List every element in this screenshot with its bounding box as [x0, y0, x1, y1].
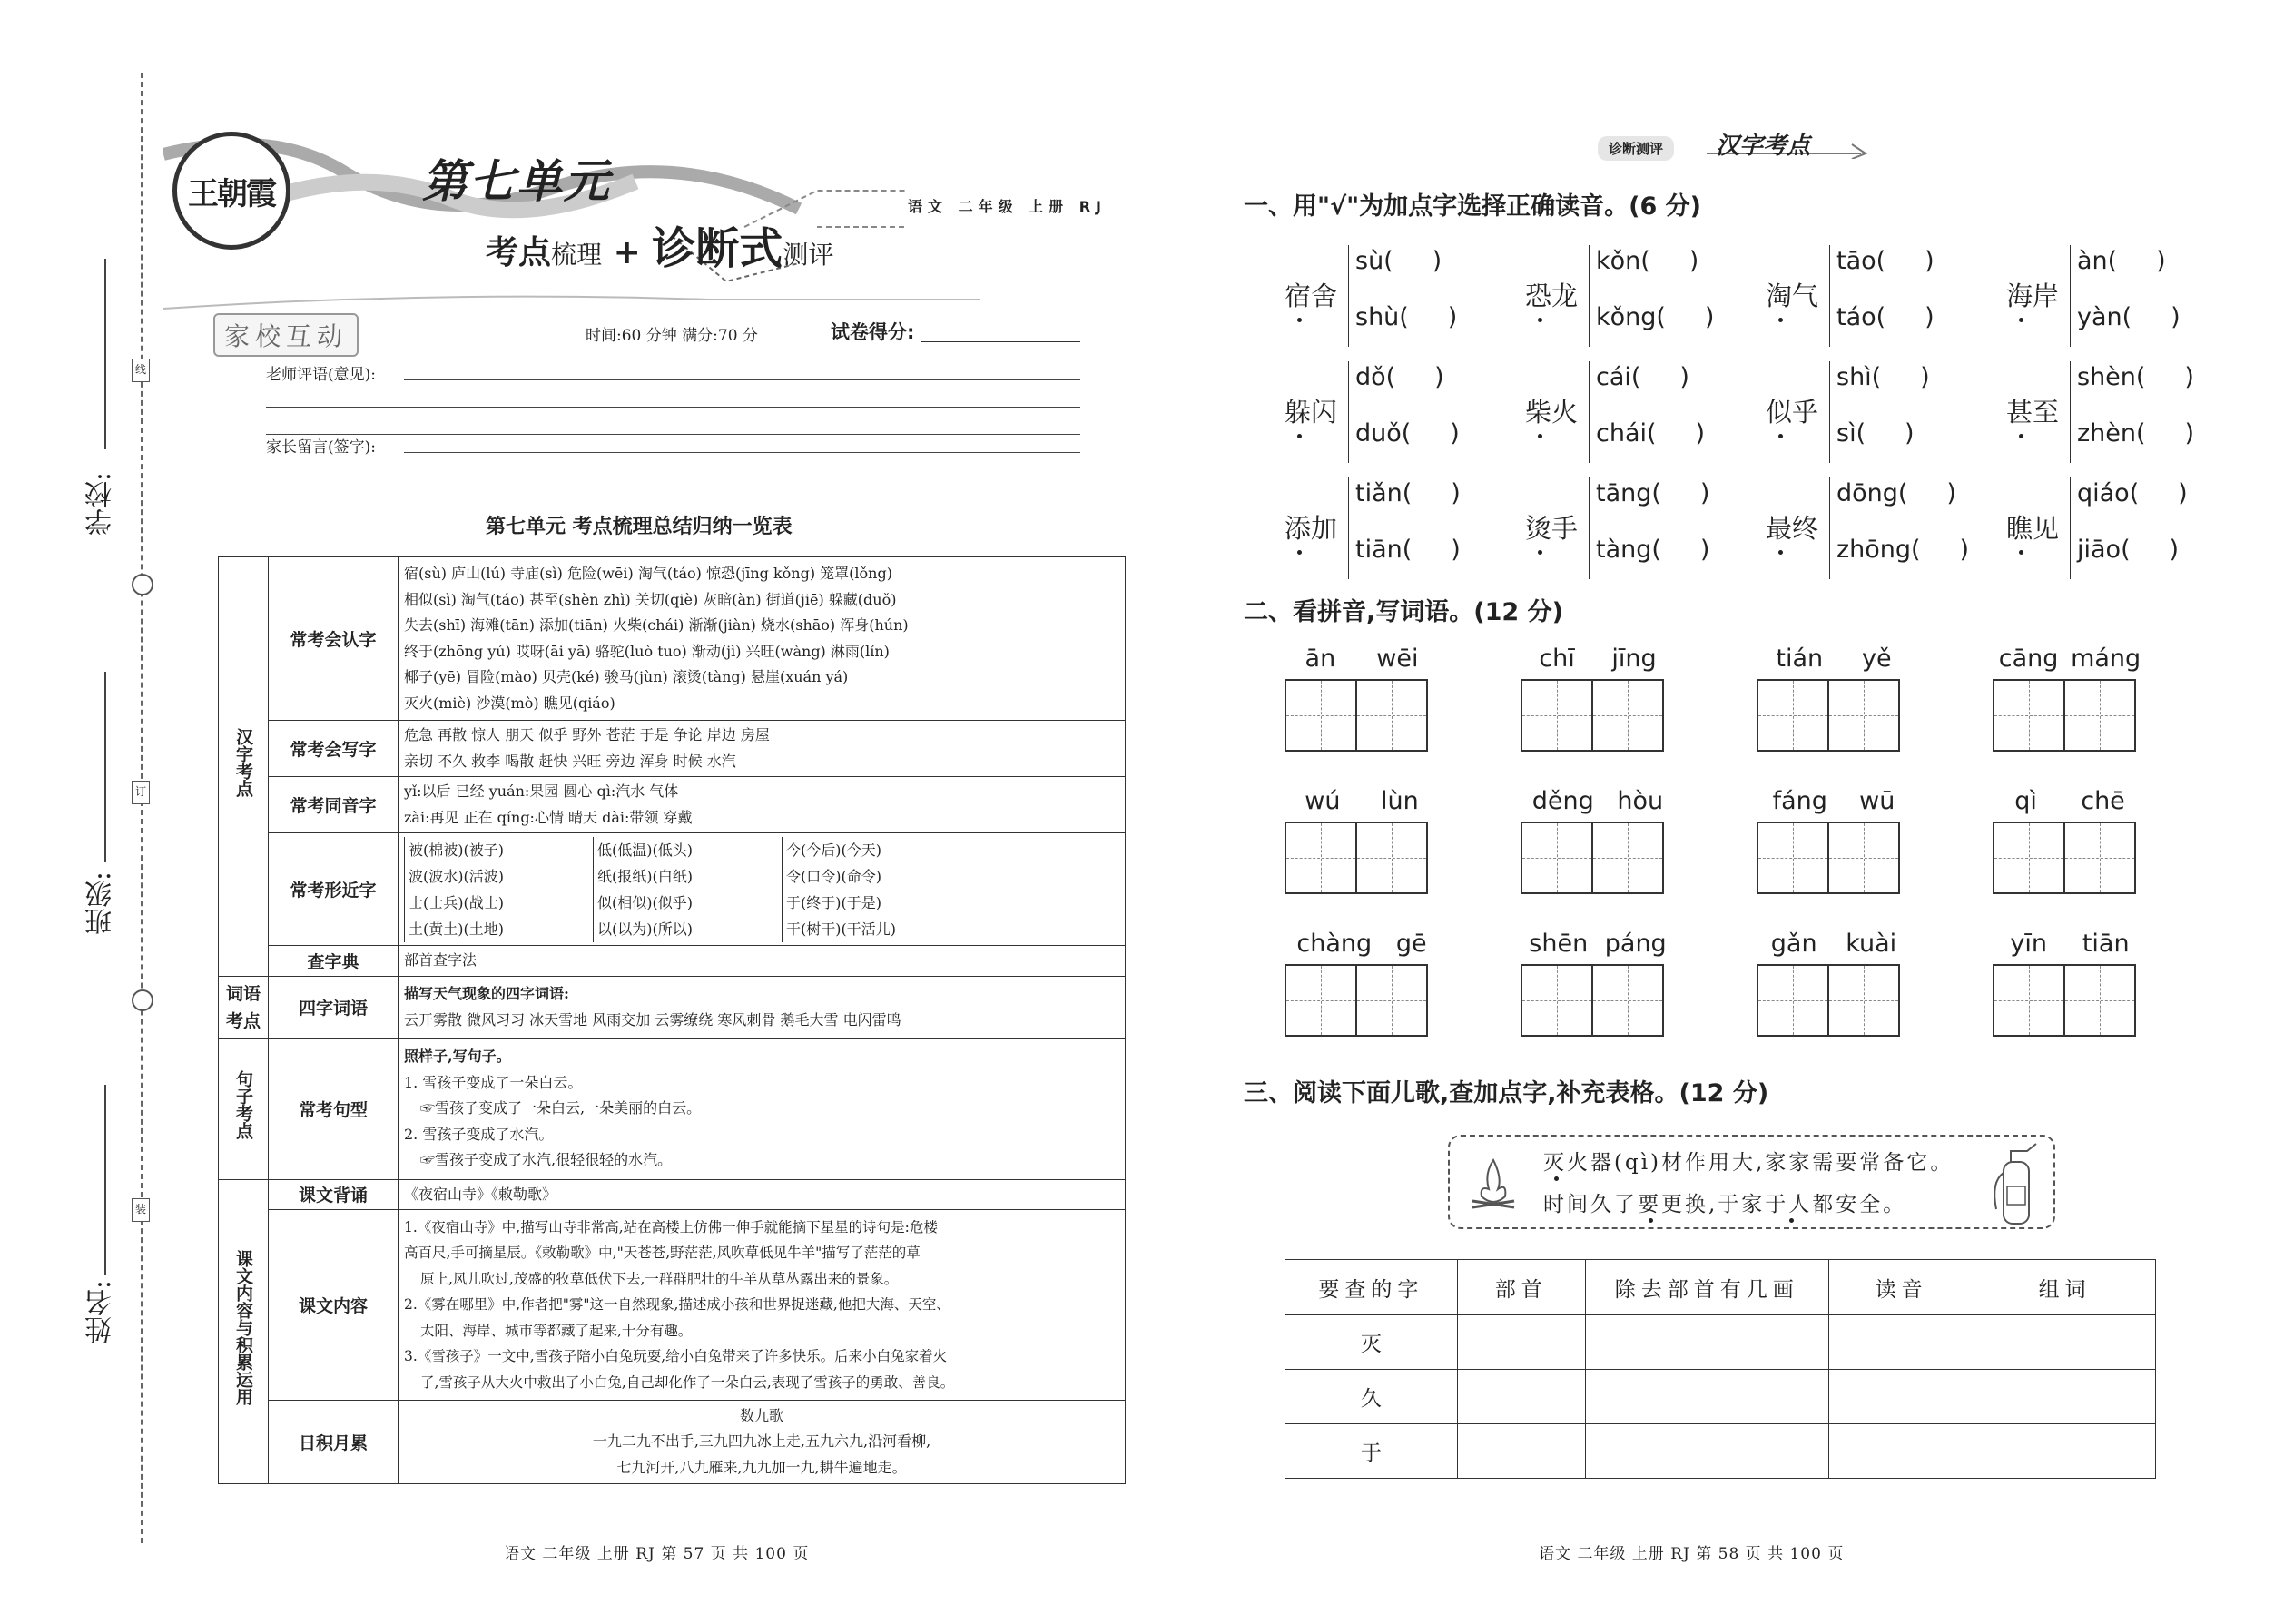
- tianzige-cell[interactable]: [1827, 822, 1900, 894]
- choice-word: 淘气: [1766, 281, 1819, 311]
- emphasis-dot: [1297, 318, 1302, 322]
- answer-cell[interactable]: [1585, 1370, 1828, 1424]
- recognize-content: 宿(sù) 庐山(lú) 寺庙(sì) 危险(wēi) 淘气(táo) 惊恐(jīng kǒng) 笼罩(lǒng) 相似(sì) 淘气(táo) 甚至(shèn zhì) 关切(qiè) 灰暗(àn) 街道(jiē) 躲藏(duǒ) 失去(shī) 海滩(tān) 添加(tiān) 火柴(chái) 渐渐(jiàn) 烧水(shāo) 浑身(hún) 终于(zhōng yú) 哎呀(āi yā) 骆驼(luò tuo) 渐动(jì) 兴旺(wàng) 淋雨(lín) 椰子(yē) 冒险(mào) 贝壳(ké) 骏马(jùn) 滚烫(tàng) 悬崖(xuán yá) 灭火(miè) 沙漠(mò) 瞧见(qiáo): [399, 557, 1126, 721]
- tianzige-cell[interactable]: [1591, 679, 1664, 752]
- tianzige-cell[interactable]: [2063, 964, 2136, 1037]
- binding-ring: [132, 574, 153, 595]
- pinyin-write-item: [1285, 930, 1439, 1037]
- question-1-heading: 一、用"√"为加点字选择正确读音。(6 分): [1244, 192, 1702, 221]
- four-character-content: 描写天气现象的四字词语: 云开雾散 微风习习 冰天雪地 风雨交加 云雾缭绕 寒风刺骨 鹅毛大雪 电闪雷鸣: [399, 976, 1126, 1038]
- lookup-table: [1285, 1259, 2156, 1479]
- choice-word: 烫手: [1525, 513, 1579, 544]
- pinyin-choice-item: [1285, 354, 1539, 467]
- school-field[interactable]: [104, 259, 106, 449]
- tianzige-cell[interactable]: [1285, 964, 1357, 1037]
- pinyin-option[interactable]: tāng( ): [1596, 479, 1710, 507]
- pinyin-option[interactable]: dōng( ): [1836, 479, 1956, 507]
- category-ciyu: 词语考点: [219, 976, 269, 1038]
- pinyin-write-item: [1757, 787, 1911, 894]
- table-row-char: 灭: [1285, 1315, 1458, 1370]
- category-kewen: 课文内容与积累运用: [219, 1179, 269, 1484]
- answer-cell[interactable]: [1457, 1424, 1585, 1479]
- pinyin-choice-item: [1766, 354, 2020, 467]
- pinyin-syllable: yīn: [2010, 930, 2047, 958]
- pinyin-option[interactable]: shì( ): [1836, 363, 1930, 391]
- binding-stamp: 订: [132, 781, 150, 804]
- pinyin-syllable: shēn: [1529, 930, 1589, 958]
- tianzige-cell[interactable]: [1993, 822, 2065, 894]
- answer-cell[interactable]: [1828, 1370, 1974, 1424]
- table-header: 要查的字: [1285, 1260, 1458, 1315]
- pinyin-option[interactable]: táo( ): [1836, 303, 1935, 331]
- table-header: 读音: [1828, 1260, 1974, 1315]
- pinyin-choice-item: [2006, 470, 2260, 583]
- score-label: 试卷得分:: [831, 321, 915, 343]
- tianzige-cell[interactable]: [1355, 964, 1428, 1037]
- section-title: 汉字考点: [1716, 133, 1811, 160]
- pinyin-syllable: wēi: [1376, 645, 1419, 673]
- parent-comment-field[interactable]: [404, 452, 1080, 453]
- pinyin-choice-item: [1525, 354, 1779, 467]
- tianzige-cell[interactable]: [1757, 679, 1829, 752]
- binding-stamp: 线: [132, 359, 150, 382]
- question-2-heading: 二、看拼音,写词语。(12 分): [1244, 598, 1563, 626]
- fire-extinguisher-icon: [1984, 1137, 2047, 1227]
- answer-cell[interactable]: [1585, 1424, 1828, 1479]
- choice-bracket: [2070, 477, 2071, 579]
- write-content: 危急 再散 惊人 朋天 似乎 野外 苍茫 于是 争论 岸边 房屋 亲切 不久 救李 喝散 赶快 兴旺 旁边 浑身 时候 水汽: [399, 721, 1126, 777]
- emphasis-dot: [2019, 434, 2023, 438]
- binding-stamp: 装: [132, 1198, 150, 1222]
- pinyin-syllable: tián: [1776, 645, 1824, 673]
- pinyin-write-item: [1521, 645, 1675, 752]
- pinyin-choice-item: [1766, 470, 2020, 583]
- poem-line: 灭火器(qì)材作用大,家家需要常备它。: [1543, 1151, 1954, 1175]
- school-label: 学校:: [85, 472, 117, 536]
- pinyin-option[interactable]: dǒ( ): [1355, 363, 1444, 391]
- table-row-char: 久: [1285, 1370, 1458, 1424]
- choice-word: 添加: [1285, 513, 1338, 544]
- choice-word: 宿舍: [1285, 281, 1338, 311]
- pinyin-syllable: páng: [1604, 930, 1667, 958]
- pinyin-syllable: chē: [2081, 787, 2125, 815]
- answer-cell[interactable]: [1457, 1370, 1585, 1424]
- tianzige-cell[interactable]: [1591, 822, 1664, 894]
- summary-table-title: 第七单元 考点梳理总结归纳一览表: [486, 516, 793, 538]
- row-label: 课文内容: [269, 1210, 399, 1401]
- parent-comment-label: 家长留言(签字):: [266, 438, 376, 457]
- row-label: 常考会认字: [269, 557, 399, 721]
- answer-cell[interactable]: [1974, 1315, 2156, 1370]
- choice-word: 海岸: [2006, 281, 2060, 311]
- row-label: 课文背诵: [269, 1179, 399, 1210]
- pinyin-option[interactable]: jiāo( ): [2077, 536, 2180, 564]
- tianzige-cell[interactable]: [1355, 822, 1428, 894]
- poem-line: 时间久了要更换,于家于人都安全。: [1543, 1193, 1907, 1216]
- emphasis-dot: [2019, 318, 2023, 322]
- teacher-comment-field[interactable]: [266, 434, 1080, 435]
- teacher-comment-field[interactable]: [266, 407, 1080, 408]
- emphasis-dot: [1538, 550, 1542, 555]
- tianzige-cell[interactable]: [1827, 964, 1900, 1037]
- page-subtitle: 考点梳理 + 诊断式测评: [486, 223, 834, 274]
- tianzige-cell[interactable]: [1285, 679, 1357, 752]
- tianzige-cell[interactable]: [1757, 822, 1829, 894]
- choice-bracket: [1829, 477, 1830, 579]
- pinyin-syllable: gē: [1395, 930, 1427, 958]
- pinyin-option[interactable]: kǒng( ): [1596, 303, 1715, 331]
- answer-cell[interactable]: [1585, 1315, 1828, 1370]
- row-label: 常考形近字: [269, 833, 399, 946]
- pinyin-choice-item: [2006, 238, 2260, 350]
- pinyin-choice-item: [1285, 470, 1539, 583]
- answer-cell[interactable]: [1457, 1315, 1585, 1370]
- table-row-char: 于: [1285, 1424, 1458, 1479]
- pinyin-syllable: wú: [1305, 787, 1341, 815]
- pinyin-syllable: fáng: [1772, 787, 1827, 815]
- score-field[interactable]: [921, 341, 1080, 342]
- question-3-heading: 三、阅读下面儿歌,查加点字,补充表格。(12 分): [1244, 1079, 1769, 1107]
- choice-word: 瞧见: [2006, 513, 2060, 544]
- tianzige-cell[interactable]: [1521, 822, 1593, 894]
- tianzige-cell[interactable]: [1521, 964, 1593, 1037]
- pinyin-syllable: děng: [1531, 787, 1594, 815]
- choice-word: 躲闪: [1285, 397, 1338, 428]
- pinyin-option[interactable]: sì( ): [1836, 419, 1915, 448]
- row-label: 查字典: [269, 946, 399, 977]
- emphasis-dot: [1297, 550, 1302, 555]
- choice-bracket: [1348, 477, 1349, 579]
- pinyin-syllable: tiān: [2082, 930, 2130, 958]
- binding-dashed-line: [141, 73, 143, 1543]
- pinyin-write-item: [1285, 787, 1439, 894]
- row-label: 常考同音字: [269, 777, 399, 833]
- choice-word: 似乎: [1766, 397, 1819, 428]
- name-field[interactable]: [104, 1085, 106, 1275]
- table-header: 部首: [1457, 1260, 1585, 1315]
- pinyin-option[interactable]: cái( ): [1596, 363, 1689, 391]
- unit-title: 第七单元: [422, 154, 611, 208]
- emphasis-dot: [1778, 434, 1783, 438]
- choice-bracket: [2070, 361, 2071, 463]
- table-header: 组词: [1974, 1260, 2156, 1315]
- emphasis-dot: [1297, 434, 1302, 438]
- pinyin-option[interactable]: sù( ): [1355, 247, 1442, 275]
- similar-content: 被(棉被)(被子) 波(波水)(活波) 士(士兵)(战士) 土(黄土)(土地) 低(低温)(低头) 纸(报纸)(白纸) 似(相似)(似乎) 以(以为)(所以) 今(今后)(今天) 令(口令)(命令) 于(终于)(于是) 干(树干)(干活儿): [399, 833, 1126, 946]
- page-footer-right: 语文 二年级 上册 RJ 第 58 页 共 100 页: [1539, 1545, 1845, 1563]
- choice-bracket: [1348, 361, 1349, 463]
- choice-word: 恐龙: [1525, 281, 1579, 311]
- answer-cell[interactable]: [1828, 1424, 1974, 1479]
- emphasis-dot: [1538, 318, 1542, 322]
- pinyin-option[interactable]: yàn( ): [2077, 303, 2181, 331]
- row-label: 四字词语: [269, 976, 399, 1038]
- tianzige-cell[interactable]: [1993, 964, 2065, 1037]
- pinyin-syllable: jīng: [1611, 645, 1657, 673]
- pinyin-choice-item: [1285, 238, 1539, 350]
- pinyin-option[interactable]: duǒ( ): [1355, 419, 1460, 448]
- answer-cell[interactable]: [1974, 1370, 2156, 1424]
- summary-table: [218, 556, 1126, 1484]
- choice-bracket: [1829, 361, 1830, 463]
- emphasis-dot: [2019, 550, 2023, 555]
- pinyin-option[interactable]: shèn( ): [2077, 363, 2194, 391]
- pinyin-syllable: ān: [1305, 645, 1336, 673]
- pinyin-write-item: [1757, 645, 1911, 752]
- category-hanzi: 汉字考点: [219, 557, 269, 977]
- pinyin-syllable: yě: [1861, 645, 1892, 673]
- choice-word: 最终: [1766, 513, 1819, 544]
- pinyin-write-item: [1521, 930, 1675, 1037]
- pinyin-choice-item: [2006, 354, 2260, 467]
- pinyin-syllable: hòu: [1617, 787, 1664, 815]
- pinyin-choice-item: [1766, 238, 2020, 350]
- pinyin-option[interactable]: tiǎn( ): [1355, 479, 1461, 507]
- choice-bracket: [1829, 245, 1830, 347]
- tianzige-cell[interactable]: [2063, 679, 2136, 752]
- pinyin-write-item: [1521, 787, 1675, 894]
- pinyin-syllable: chàng: [1296, 930, 1373, 958]
- choice-bracket: [1589, 361, 1590, 463]
- pinyin-write-item: [1993, 930, 2147, 1037]
- homophone-content: yǐ:以后 已经 yuán:果园 圆心 qì:汽水 气体 zài:再见 正在 qíng:心情 晴天 dài:带领 穿戴: [399, 777, 1126, 833]
- pinyin-option[interactable]: kǒn( ): [1596, 247, 1699, 275]
- home-school-badge: 家校互动: [213, 313, 359, 357]
- class-field[interactable]: [104, 672, 106, 862]
- subject-meta: 语文 二年级 上册 RJ: [908, 198, 1107, 215]
- pinyin-option[interactable]: zhèn( ): [2077, 419, 2194, 448]
- pinyin-choice-item: [1525, 238, 1779, 350]
- emphasis-dot: [1778, 550, 1783, 555]
- pinyin-option[interactable]: tiān( ): [1355, 536, 1461, 564]
- pinyin-write-item: [1993, 787, 2147, 894]
- tianzige-cell[interactable]: [1355, 679, 1428, 752]
- pinyin-option[interactable]: àn( ): [2077, 247, 2166, 275]
- tianzige-cell[interactable]: [1521, 679, 1593, 752]
- pinyin-syllable: qì: [2014, 787, 2037, 815]
- name-label: 姓名:: [85, 1280, 117, 1344]
- table-header: 除去部首有几画: [1585, 1260, 1828, 1315]
- category-juzi: 句子考点: [219, 1038, 269, 1179]
- tianzige-cell[interactable]: [1285, 822, 1357, 894]
- pinyin-option[interactable]: shù( ): [1355, 303, 1458, 331]
- answer-cell[interactable]: [1974, 1424, 2156, 1479]
- row-label: 常考句型: [269, 1038, 399, 1179]
- pinyin-option[interactable]: tàng( ): [1596, 536, 1710, 564]
- time-info: 时间:60 分钟 满分:70 分: [586, 327, 758, 345]
- pinyin-syllable: wū: [1859, 787, 1895, 815]
- choice-word: 柴火: [1525, 397, 1579, 428]
- emphasis-dot: [1538, 434, 1542, 438]
- choice-bracket: [2070, 245, 2071, 347]
- choice-bracket: [1589, 245, 1590, 347]
- dictionary-content: 部首查字法: [399, 946, 1126, 977]
- tianzige-cell[interactable]: [1827, 679, 1900, 752]
- pinyin-write-item: [1285, 645, 1439, 752]
- page-footer-left: 语文 二年级 上册 RJ 第 57 页 共 100 页: [504, 1545, 810, 1563]
- emphasis-dot: [1649, 1218, 1653, 1223]
- pinyin-syllable: cāng: [1998, 645, 2059, 673]
- emphasis-dot: [1778, 318, 1783, 322]
- publisher-logo: 王朝霞: [172, 132, 290, 250]
- pinyin-syllable: chī: [1539, 645, 1575, 673]
- row-label: 日积月累: [269, 1401, 399, 1484]
- pinyin-option[interactable]: tāo( ): [1836, 247, 1935, 275]
- emphasis-dot: [1554, 1176, 1559, 1181]
- emphasis-dot: [1789, 1218, 1794, 1223]
- pinyin-syllable: kuài: [1846, 930, 1897, 958]
- campfire-icon: [1462, 1151, 1525, 1215]
- pinyin-option[interactable]: zhōng( ): [1836, 536, 1970, 564]
- pinyin-syllable: lùn: [1381, 787, 1419, 815]
- class-label: 班级:: [85, 871, 117, 936]
- choice-word: 甚至: [2006, 397, 2060, 428]
- tianzige-cell[interactable]: [1757, 964, 1829, 1037]
- pinyin-syllable: gǎn: [1770, 930, 1817, 958]
- tianzige-cell[interactable]: [1591, 964, 1664, 1037]
- choice-bracket: [1348, 245, 1349, 347]
- pinyin-write-item: [1993, 645, 2147, 752]
- recite-content: 《夜宿山寺》《敕勒歌》: [399, 1179, 1126, 1210]
- row-label: 常考会写字: [269, 721, 399, 777]
- diagnostic-tag: 诊断测评: [1598, 136, 1674, 161]
- pinyin-choice-item: [1525, 470, 1779, 583]
- pinyin-syllable: máng: [2071, 645, 2141, 673]
- sentence-content: 照样子,写句子。 1. 雪孩子变成了一朵白云。 ☞雪孩子变成了一朵白云,一朵美丽的白云。 2. 雪孩子变成了水汽。 ☞雪孩子变成了水汽,很轻很轻的水汽。: [399, 1038, 1126, 1179]
- pinyin-write-item: [1757, 930, 1911, 1037]
- text-content: 1.《夜宿山寺》中,描写山寺非常高,站在高楼上仿佛一伸手就能摘下星星的诗句是:危楼 高百尺,手可摘星辰。《敕勒歌》中,"天苍苍,野茫茫,风吹草低见牛羊"描写了茫茫的草 原上,风儿吹过,茂盛的牧草低伏下去,一群群肥壮的牛羊从草丛露出来的景象。 2.《雾在哪里》中,作者把"雾"这一自然现象,描述成小孩和世界捉迷藏,他把大海、天空、 太阳、海岸、城市等都藏了起来,十分有趣。 3.《雪孩子》一文中,雪孩子陪小白兔玩耍,给小白兔带来了许多快乐。后来小白兔家着火 了,雪孩子从大火中救出了小白兔,自己却化作了一朵白云,表现了雪孩子的勇敢、善良。: [399, 1210, 1126, 1401]
- teacher-comment-field[interactable]: [404, 379, 1080, 380]
- pinyin-option[interactable]: qiáo( ): [2077, 479, 2188, 507]
- teacher-comment-label: 老师评语(意见):: [266, 366, 376, 384]
- accumulation-content: 数九歌 一九二九不出手,三九四九冰上走,五九六九,沿河看柳, 七九河开,八九雁来,九九加一九,耕牛遍地走。: [399, 1401, 1126, 1484]
- choice-bracket: [1589, 477, 1590, 579]
- binding-ring: [132, 989, 153, 1011]
- tianzige-cell[interactable]: [2063, 822, 2136, 894]
- answer-cell[interactable]: [1828, 1315, 1974, 1370]
- tianzige-cell[interactable]: [1993, 679, 2065, 752]
- pinyin-option[interactable]: chái( ): [1596, 419, 1705, 448]
